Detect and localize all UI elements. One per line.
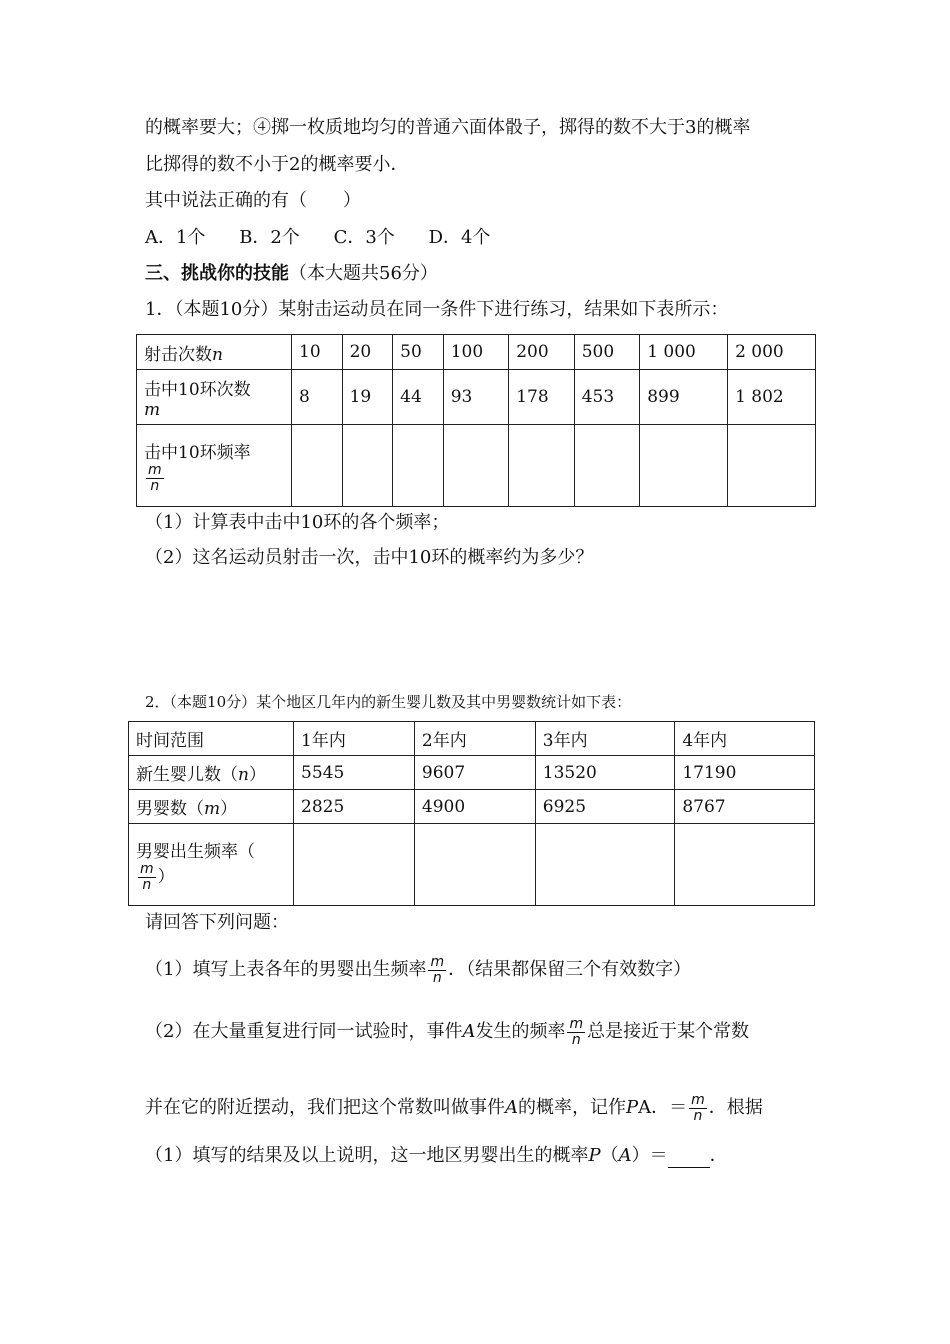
q1-row-freq bbox=[137, 425, 816, 507]
q1-n-cell: 2 000 bbox=[728, 335, 816, 370]
q2-n-cell: 13520 bbox=[535, 756, 675, 790]
q1-sub1: （1）计算表中击中10环的各个频率； bbox=[145, 512, 450, 533]
q2-row-n bbox=[129, 756, 815, 790]
intro-line-1: 的概率要大；④掷一枚质地均匀的普通六面体骰子，掷得的数不大于3的概率 bbox=[145, 117, 751, 138]
q2-n-cell: 9607 bbox=[414, 756, 535, 790]
q1-m-cell: 44 bbox=[393, 370, 444, 425]
section-note: （本大题共56分） bbox=[289, 263, 438, 284]
q1-freq-cell[interactable] bbox=[640, 425, 728, 507]
q2-m-cell: 2825 bbox=[294, 790, 415, 824]
q2-n-cell: 17190 bbox=[675, 756, 815, 790]
q2-m-cell: 4900 bbox=[414, 790, 535, 824]
fraction-m-over-n: $\frac{m}{n}$ bbox=[430, 953, 445, 986]
answer-blank[interactable] bbox=[668, 1149, 710, 1168]
q1-freq-cell[interactable] bbox=[342, 425, 393, 507]
q1-label-freq: 击中10环频率 $\frac{m}{n}$ bbox=[137, 425, 292, 507]
q2-prompt: 请回答下列问题： bbox=[145, 912, 289, 933]
q1-freq-cell[interactable] bbox=[728, 425, 816, 507]
q2-header-row bbox=[129, 722, 815, 756]
q2-row-freq bbox=[129, 824, 815, 906]
q2-table bbox=[128, 721, 815, 906]
q1-n-cell: 1 000 bbox=[640, 335, 728, 370]
intro-line-2: 比掷得的数不小于2的概率要小． bbox=[145, 154, 409, 175]
q1-row-n bbox=[137, 335, 816, 370]
q1-m-cell: 8 bbox=[292, 370, 343, 425]
q2-label-m: 男婴数（m） bbox=[129, 790, 294, 824]
option-d: D．4个 bbox=[428, 227, 491, 248]
q1-stem: 1．（本题10分）某射击运动员在同一条件下进行练习，结果如下表所示： bbox=[145, 299, 729, 320]
fraction-m-over-n: $\frac{m}{n}$ bbox=[569, 1015, 584, 1048]
q2-n-cell: 5545 bbox=[294, 756, 415, 790]
q1-n-cell: 500 bbox=[574, 335, 640, 370]
q2-freq-cell[interactable] bbox=[675, 824, 815, 906]
q1-n-cell: 100 bbox=[443, 335, 509, 370]
q1-freq-cell[interactable] bbox=[292, 425, 343, 507]
q1-n-cell: 10 bbox=[292, 335, 343, 370]
q1-freq-cell[interactable] bbox=[509, 425, 575, 507]
q2-sub1: （1）填写上表各年的男婴出生频率 $\frac{m}{n}$ ．（结果都保留三个有效数字） bbox=[145, 953, 692, 986]
answer-options bbox=[145, 226, 490, 250]
fraction-m-over-n: $\frac{m}{n}$ bbox=[148, 461, 162, 494]
q2-header-cell: 4年内 bbox=[675, 722, 815, 756]
q2-line3: 并在它的附近摆动，我们把这个常数叫做事件A的概率，记作PA．＝ $\frac{m}{n}$ ．根据 bbox=[145, 1091, 763, 1124]
fraction-m-over-n: $\frac{m}{n}$ bbox=[140, 860, 154, 893]
q2-line4: （1）填写的结果及以上说明，这一地区男婴出生的概率P（A）＝ ． bbox=[145, 1145, 728, 1166]
q1-freq-cell[interactable] bbox=[443, 425, 509, 507]
q1-m-cell: 93 bbox=[443, 370, 509, 425]
q2-header-cell: 1年内 bbox=[294, 722, 415, 756]
q1-sub2: （2）这名运动员射击一次，击中10环的概率约为多少？ bbox=[145, 547, 594, 568]
q1-n-cell: 50 bbox=[393, 335, 444, 370]
q1-label-m: 击中10环次数 m bbox=[137, 370, 292, 425]
q2-freq-cell[interactable] bbox=[414, 824, 535, 906]
q1-freq-cell[interactable] bbox=[574, 425, 640, 507]
q1-m-cell: 453 bbox=[574, 370, 640, 425]
fraction-m-over-n: $\frac{m}{n}$ bbox=[691, 1091, 705, 1124]
q1-n-cell: 200 bbox=[509, 335, 575, 370]
option-c: C．3个 bbox=[333, 227, 395, 248]
q2-m-cell: 8767 bbox=[675, 790, 815, 824]
q2-label-n: 新生婴儿数（n） bbox=[129, 756, 294, 790]
q1-m-cell: 899 bbox=[640, 370, 728, 425]
q1-row-m bbox=[137, 370, 816, 425]
q1-label-n: 射击次数n bbox=[137, 335, 292, 370]
q2-label-freq: 男婴出生频率（ $\frac{m}{n}$ ） bbox=[129, 824, 294, 906]
q2-sub2: （2）在大量重复进行同一试验时，事件A发生的频率 $\frac{m}{n}$ 总是接近于某个常数 bbox=[145, 1015, 750, 1048]
q2-freq-cell[interactable] bbox=[294, 824, 415, 906]
q1-n-cell: 20 bbox=[342, 335, 393, 370]
option-a: A．1个 bbox=[145, 227, 206, 248]
q2-header-cell: 时间范围 bbox=[129, 722, 294, 756]
q2-header-cell: 2年内 bbox=[414, 722, 535, 756]
q1-m-cell: 19 bbox=[342, 370, 393, 425]
section-heading bbox=[145, 262, 438, 286]
option-b: B．2个 bbox=[239, 227, 300, 248]
q1-table bbox=[136, 334, 816, 507]
q2-header-cell: 3年内 bbox=[535, 722, 675, 756]
intro-question: 其中说法正确的有（ ） bbox=[145, 190, 361, 211]
q1-m-cell: 1 802 bbox=[728, 370, 816, 425]
q1-m-cell: 178 bbox=[509, 370, 575, 425]
q2-m-cell: 6925 bbox=[535, 790, 675, 824]
q1-freq-cell[interactable] bbox=[393, 425, 444, 507]
q2-freq-cell[interactable] bbox=[535, 824, 675, 906]
q2-stem: 2．（本题10分）某个地区几年内的新生婴儿数及其中男婴数统计如下表： bbox=[145, 693, 632, 711]
section-title: 三、挑战你的技能 bbox=[145, 263, 289, 284]
q2-row-m bbox=[129, 790, 815, 824]
